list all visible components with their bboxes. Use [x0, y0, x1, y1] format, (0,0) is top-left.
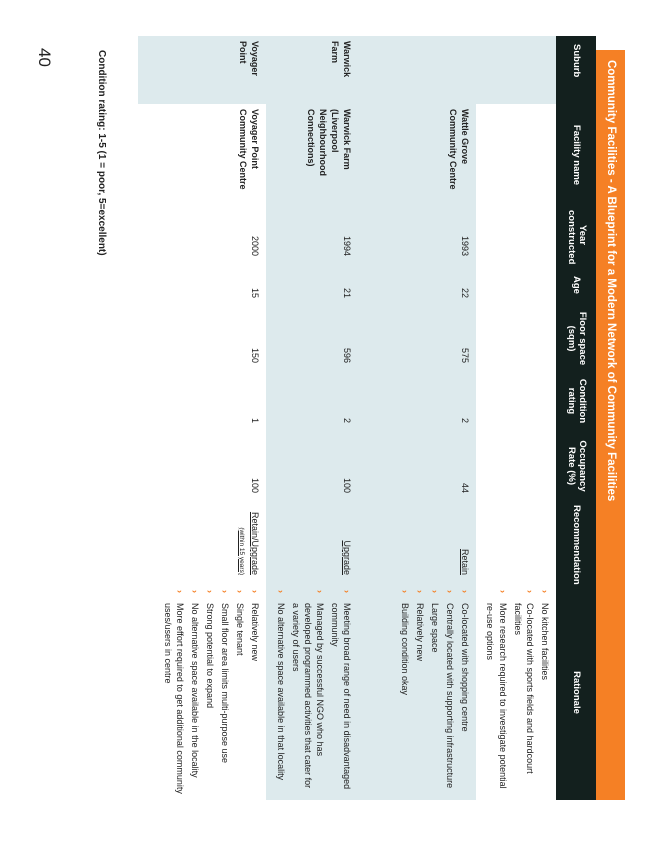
rationale-list: [399, 590, 472, 795]
rationale-cell: [138, 585, 266, 800]
condition-cell: [476, 371, 556, 431]
occupancy-cell: 44: [358, 431, 476, 501]
rationale-text: Building condition okay: [399, 603, 410, 696]
suburb-cell: Warwick Farm: [266, 36, 358, 104]
chevron-right-icon: ›: [414, 590, 425, 593]
list-item: [444, 590, 456, 795]
list-item: [459, 590, 471, 795]
recommendation-cell: [358, 501, 476, 585]
recommendation-text: Upgrade: [342, 540, 353, 575]
year-cell: 1994: [266, 206, 358, 264]
chevron-right-icon: ›: [315, 590, 326, 593]
age-cell: 21: [266, 264, 358, 306]
floor-cell: [476, 306, 556, 371]
occupancy-cell: 100: [266, 431, 358, 501]
chevron-right-icon: ›: [205, 590, 216, 593]
facility-cell: Warwick Farm (Liverpool Neighbourhood Connections): [266, 104, 358, 206]
list-item: [249, 590, 261, 795]
list-item: [414, 590, 426, 795]
recommendation-cell: [476, 501, 556, 585]
age-cell: 22: [358, 264, 476, 306]
age-cell: [476, 264, 556, 306]
recommendation-text: Retain/Upgrade: [250, 511, 261, 575]
list-item: [484, 590, 508, 795]
chevron-right-icon: ›: [189, 590, 200, 593]
list-item: [329, 590, 353, 795]
chevron-right-icon: ›: [497, 590, 508, 593]
rationale-text: Large space: [430, 603, 441, 653]
chevron-right-icon: ›: [524, 590, 535, 593]
chevron-right-icon: ›: [540, 590, 550, 593]
list-item: [204, 590, 216, 795]
facilities-table: [138, 36, 596, 800]
list-item: [219, 590, 231, 795]
year-cell: 2000: [250, 235, 261, 256]
rationale-text: Co-located with sports fields and hardcourt facilities: [512, 603, 535, 774]
page-title: Community Facilities - A Blueprint for a Modern Network of Community Facilities: [596, 50, 625, 800]
rationale-text: More effort required to get additional community uses/users in centre: [162, 603, 185, 794]
facility-cell: Voyager Point Community Centre: [238, 109, 261, 190]
rationale-text: Strong potential to expand: [205, 603, 216, 709]
col-facility: Facility name: [556, 104, 596, 206]
facility-cell: Wattle Grove Community Centre: [358, 104, 476, 206]
col-floor: Floor space (sqm): [556, 306, 596, 371]
rationale-cell: [266, 585, 358, 800]
chevron-right-icon: ›: [399, 590, 410, 593]
table-row: [266, 36, 358, 800]
rationale-list: [274, 590, 353, 795]
col-age: Age: [556, 264, 596, 306]
rationale-text: Relatively new: [250, 603, 261, 662]
list-item: [512, 590, 536, 795]
page-number: 40: [35, 48, 54, 67]
floor-cell: 150: [250, 347, 261, 363]
recommendation-cell: [266, 501, 358, 585]
table-header-row: [556, 36, 596, 800]
occupancy-cell: [476, 431, 556, 501]
facility-cell: [476, 104, 556, 206]
rationale-text: Meeting broad range of need in disadvantaged community: [330, 603, 353, 790]
occupancy-cell: 100: [250, 477, 261, 493]
list-item: [539, 590, 551, 795]
list-item: [189, 590, 201, 795]
suburb-cell: Voyager Point: [138, 36, 266, 104]
year-cell: 1993: [358, 206, 476, 264]
condition-cell: 2: [358, 371, 476, 431]
recommendation-text: Retain: [460, 548, 471, 575]
chevron-right-icon: ›: [235, 590, 246, 593]
chevron-right-icon: ›: [250, 590, 261, 593]
rationale-cell: [476, 585, 556, 800]
list-item: [429, 590, 441, 795]
rationale-text: Centrally located with supporting infrastructure: [445, 603, 456, 789]
rationale-list: [161, 590, 261, 795]
table-row: [476, 36, 556, 800]
rationale-text: No alternative space available in that locality: [275, 603, 286, 781]
rationale-text: Small floor area limits multi-purpose use: [220, 603, 231, 764]
recommendation-note: (within 15 years): [238, 527, 246, 575]
list-item: [274, 590, 286, 795]
floor-cell: 596: [266, 306, 358, 371]
list-item: [399, 590, 411, 795]
rationale-text: Co-located with shopping centre: [460, 603, 471, 732]
rationale-text: Managed by successful NGO who has developed programmed activities that cater for a variety of users: [290, 603, 326, 789]
col-occupancy: Occupancy Rate (%): [556, 431, 596, 501]
list-item: [290, 590, 326, 795]
rationale-text: No kitchen facilities: [540, 603, 550, 681]
chevron-right-icon: ›: [445, 590, 456, 593]
chevron-right-icon: ›: [430, 590, 441, 593]
rationale-text: Relatively new: [414, 603, 425, 662]
list-item: [161, 590, 185, 795]
suburb-cell: [358, 36, 476, 104]
suburb-cell: [476, 36, 556, 104]
rationale-text: More research required to investigate potential re-use options: [485, 603, 508, 789]
col-suburb: Suburb: [556, 36, 596, 104]
recommendation-cell: [138, 501, 266, 585]
chevron-right-icon: ›: [342, 590, 353, 593]
rationale-cell: [358, 585, 476, 800]
condition-footnote: Condition rating: 1-5 (1 = poor, 5=excellent): [96, 50, 107, 256]
year-cell: [476, 206, 556, 264]
table-row: [358, 36, 476, 800]
col-condition: Condition rating: [556, 371, 596, 431]
rationale-text: No alternative space available in the locality: [189, 603, 200, 778]
list-item: [234, 590, 246, 795]
col-recommendation: Recommendation: [556, 501, 596, 585]
rationale-text: Single tenant: [235, 603, 246, 656]
condition-cell: 2: [266, 371, 358, 431]
chevron-right-icon: ›: [460, 590, 471, 593]
age-cell: 15: [250, 287, 261, 298]
condition-cell: 1: [250, 417, 261, 423]
rationale-list: [484, 590, 551, 795]
col-rationale: Rationale: [556, 585, 596, 800]
chevron-right-icon: ›: [174, 590, 185, 593]
floor-cell: 575: [358, 306, 476, 371]
col-year: Year constructed: [556, 206, 596, 264]
chevron-right-icon: ›: [220, 590, 231, 593]
table-row: [138, 36, 266, 800]
chevron-right-icon: ›: [275, 590, 286, 593]
